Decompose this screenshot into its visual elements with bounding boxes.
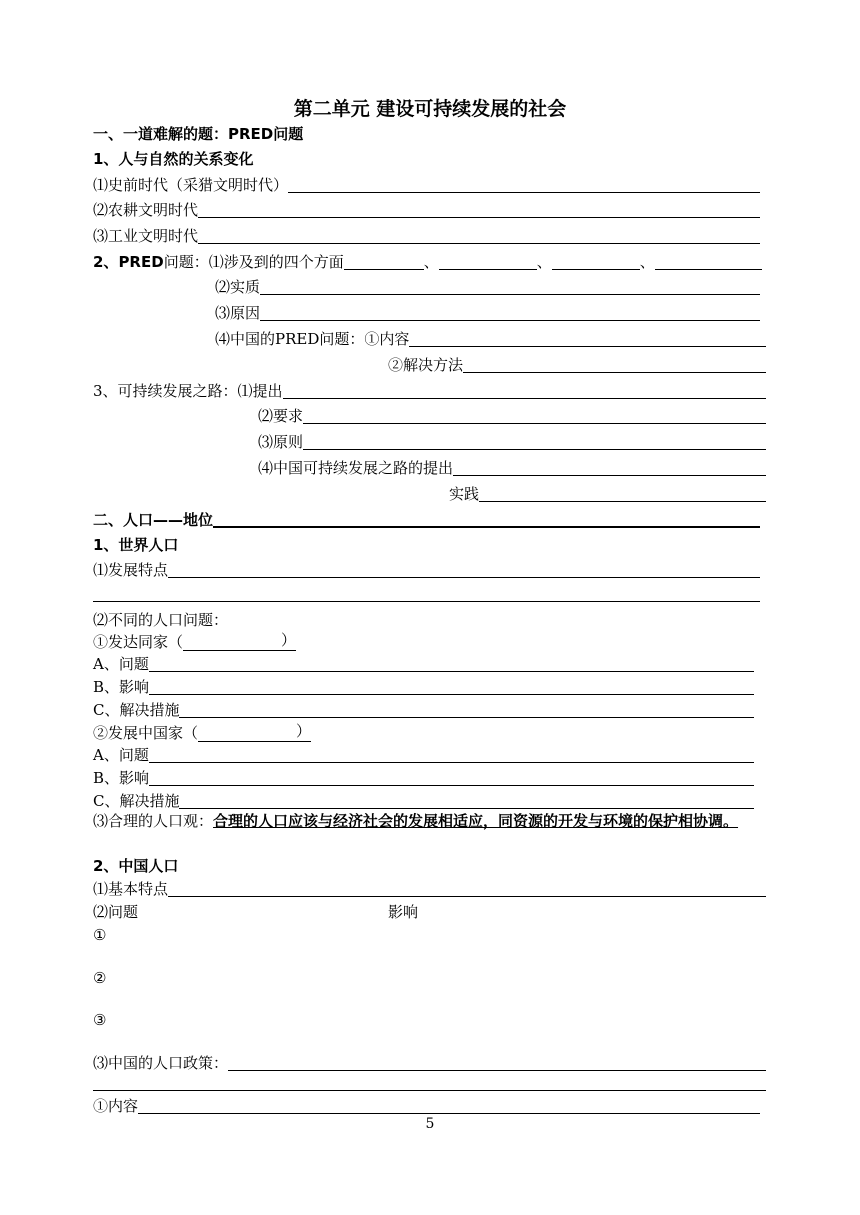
column-problem: ⑵问题 <box>93 903 139 921</box>
answer-blank[interactable] <box>149 653 754 672</box>
answer-blank[interactable] <box>228 1052 766 1071</box>
population-view-text: 合理的人口应该与经济社会的发展相适应，同资源的开发与环境的保护相协调。 <box>213 812 739 830</box>
question-agricultural: ⑵农耕文明时代 <box>93 197 760 221</box>
answer-blank[interactable] <box>655 251 762 270</box>
answer-blank[interactable] <box>344 251 424 270</box>
subsection-2-1: 1、世界人口 <box>93 536 179 554</box>
answer-line[interactable] <box>93 601 760 602</box>
answer-blank[interactable] <box>183 632 281 651</box>
section-2-heading: 二、人口——地位 <box>93 507 760 531</box>
developing-impact: B、影响 <box>93 765 754 789</box>
question-problems: ⑵不同的人口问题： <box>93 611 229 629</box>
question-prehistoric: ⑴史前时代（采猎文明时代） <box>93 172 760 196</box>
question-principle: ⑶原则 <box>258 429 766 453</box>
developing-problem: A、问题 <box>93 742 754 766</box>
answer-blank[interactable] <box>179 699 754 718</box>
question-policy-content: ①内容 <box>93 1093 760 1117</box>
question-solution: ②解决方法 <box>388 352 766 376</box>
answer-blank[interactable] <box>283 380 766 399</box>
answer-blank[interactable] <box>260 276 760 295</box>
question-pred-aspects: 2、 PRED 问题：⑴涉及到的四个方面 、 、 、 <box>93 249 762 273</box>
developing-countries: ②发展中国家（ ） <box>93 722 312 742</box>
answer-blank[interactable] <box>179 790 754 809</box>
developed-problem: A、问题 <box>93 651 754 675</box>
question-china-pred: ⑷中国的PRED问题：①内容 <box>215 326 766 350</box>
question-population-policy: ⑶中国的人口政策： <box>93 1050 766 1074</box>
china-item-2: ② <box>93 969 107 987</box>
answer-blank[interactable] <box>138 1095 760 1114</box>
answer-blank[interactable] <box>149 767 754 786</box>
answer-blank[interactable] <box>463 354 766 373</box>
answer-blank[interactable] <box>552 251 640 270</box>
answer-blank[interactable] <box>303 405 766 424</box>
answer-line[interactable] <box>93 1090 766 1091</box>
developed-impact: B、影响 <box>93 674 754 698</box>
question-requirement: ⑵要求 <box>258 403 766 427</box>
question-industrial: ⑶工业文明时代 <box>93 223 760 247</box>
answer-blank[interactable] <box>168 559 760 578</box>
answer-blank[interactable] <box>149 744 754 763</box>
page-number: 5 <box>425 1116 435 1132</box>
developed-measures: C、解决措施 <box>93 697 754 721</box>
column-impact: 影响 <box>388 903 419 921</box>
answer-blank[interactable] <box>453 457 766 476</box>
question-sustainable-proposed: 3、可持续发展之路：⑴提出 <box>93 378 766 402</box>
subsection-1-1: 1、人与自然的关系变化 <box>93 150 254 168</box>
question-reason: ⑶原因 <box>215 300 760 324</box>
question-china-path: ⑷中国可持续发展之路的提出 <box>258 455 766 479</box>
answer-blank[interactable] <box>198 199 760 218</box>
answer-blank[interactable] <box>439 251 537 270</box>
china-item-1: ① <box>93 926 107 944</box>
answer-blank[interactable] <box>149 676 754 695</box>
subsection-2-2: 2、中国人口 <box>93 857 179 875</box>
population-view <box>93 810 768 832</box>
developing-measures: C、解决措施 <box>93 788 754 812</box>
answer-blank[interactable] <box>409 328 766 347</box>
question-basic-features: ⑴基本特点 <box>93 876 766 900</box>
question-essence: ⑵实质 <box>215 274 760 298</box>
section-1-heading: 一、一道难解的题：PRED问题 <box>93 125 304 143</box>
answer-blank[interactable] <box>213 508 760 528</box>
developed-countries: ①发达同家（ ） <box>93 631 297 651</box>
answer-blank[interactable] <box>303 431 766 450</box>
answer-blank[interactable] <box>198 225 760 244</box>
china-item-3: ③ <box>93 1011 107 1029</box>
page-title: 第二单元 建设可持续发展的社会 <box>293 98 567 120</box>
population-view-label: ⑶合理的人口观： <box>93 812 214 830</box>
question-world-features: ⑴发展特点 <box>93 557 760 581</box>
answer-blank[interactable] <box>288 174 760 193</box>
answer-blank[interactable] <box>168 878 766 897</box>
question-practice: 实践 <box>449 481 766 505</box>
answer-blank[interactable] <box>198 723 296 742</box>
answer-blank[interactable] <box>260 302 760 321</box>
answer-blank[interactable] <box>479 483 766 502</box>
